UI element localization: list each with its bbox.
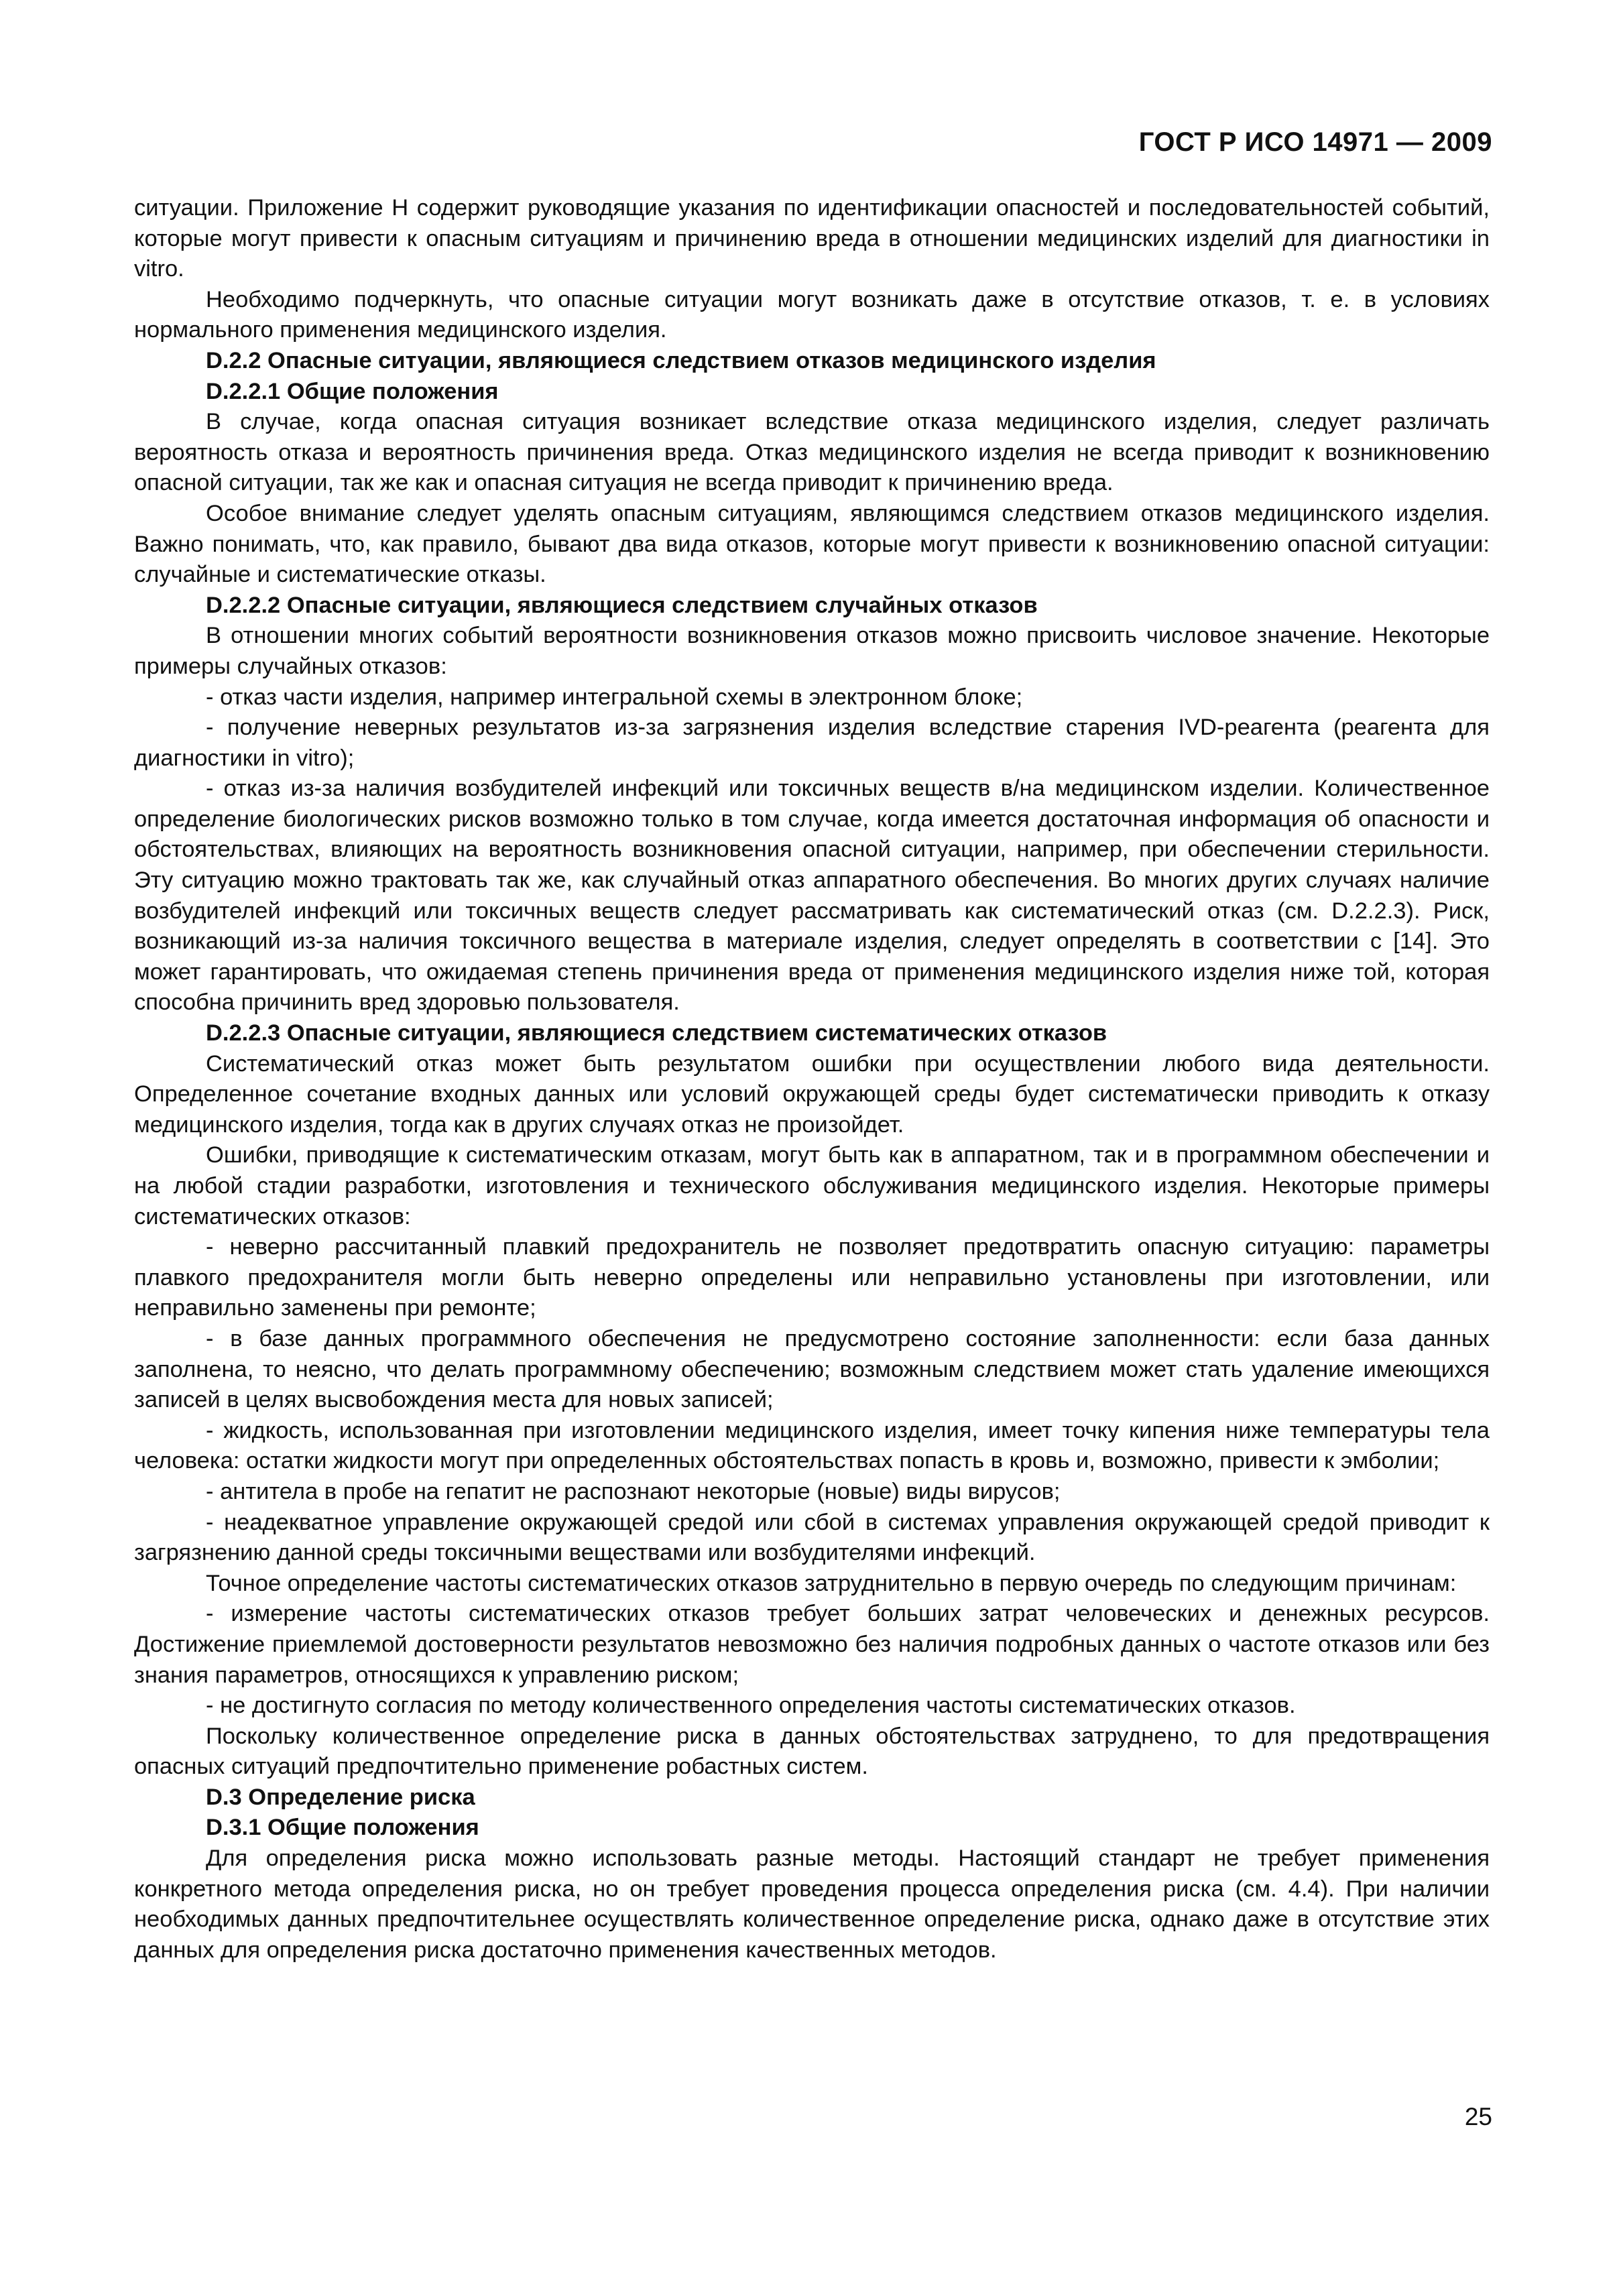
paragraph: - в базе данных программного обеспечения не предусмотрено состояние заполненности: если база данных заполнена, то неясно, что делать программному обеспечению; возможным следствием может стать удаление имеющихся записей в целях высвобождения места для новых записей; bbox=[134, 1325, 1490, 1413]
section-heading: D.2.2 Опасные ситуации, являющиеся следствием отказов медицинского изделия bbox=[206, 347, 1156, 373]
paragraph: - получение неверных результатов из-за загрязнения изделия вследствие старения IVD-реагента (реагента для диагностики in vitro); bbox=[134, 715, 1490, 771]
paragraph: - неадекватное управление окружающей средой или сбой в системах управления окружающей средой приводит к загрязнению данной среды токсичными веществами или возбудителями инфекций. bbox=[134, 1509, 1490, 1566]
paragraph: - измерение частоты систематических отказов требует больших затрат человеческих и денежных ресурсов. Достижение приемлемой достоверности результатов невозможно без наличия подробных данных о частоте отказов или без знания параметров, относящихся к управлению риском; bbox=[134, 1601, 1490, 1688]
paragraph: Систематический отказ может быть результатом ошибки при осуществлении любого вида деятельности. Определенное сочетание входных данных или условий окружающей среды будет систематически приводить к отказу медицинского изделия, тогда как в других случаях отказ не произойдет. bbox=[134, 1050, 1490, 1138]
paragraph: - не достигнуто согласия по методу количественного определения частоты систематических отказов. bbox=[206, 1693, 1296, 1719]
paragraph: В случае, когда опасная ситуация возникает вследствие отказа медицинского изделия, следует различать вероятность отказа и вероятность причинения вреда. Отказ медицинского изделия не всегда приводит к возникновению опасной ситуации, так же как и опасная ситуация не всегда приводит к причинению вреда. bbox=[134, 409, 1490, 496]
paragraph: - отказ части изделия, например интегральной схемы в электронном блоке; bbox=[206, 684, 1023, 710]
section-heading: D.3 Определение риска bbox=[206, 1784, 475, 1810]
paragraph: Для определения риска можно использовать разные методы. Настоящий стандарт не требует применения конкретного метода определения риска, но он требует проведения процесса определения риска (см. 4.4). При наличии необходимых данных предпочтительнее осуществлять количественное определение риска, однако даже в отсутствие этих данных для определения риска достаточно применения качественных методов. bbox=[134, 1846, 1490, 1963]
section-heading: D.2.2.3 Опасные ситуации, являющиеся следствием систематических отказов bbox=[206, 1020, 1107, 1046]
paragraph: - неверно рассчитанный плавкий предохранитель не позволяет предотвратить опасную ситуацию: параметры плавкого предохранителя могли быть неверно определены или неправильно установлены при изготовлении, или неправильно заменены при ремонте; bbox=[134, 1234, 1490, 1321]
paragraph: - отказ из-за наличия возбудителей инфекций или токсичных веществ в/на медицинском изделии. Количественное определение биологических рисков возможно только в том случае, когда имеется достаточная информация об опасности и обстоятельствах, влияющих на вероятность возникновения опасной ситуации, например, при обеспечении стерильности. Эту ситуацию можно трактовать так же, как случайный отказ аппаратного обеспечения. Во многих других случаях наличие возбудителей инфекций или токсичных веществ следует рассматривать как систематический отказ (см. D.2.2.3). Риск, возникающий из-за наличия токсичного вещества в материале изделия, следует определять в соответствии с [14]. Это может гарантировать, что ожидаемая степень причинения вреда от применения медицинского изделия ниже той, которая способна причинить вред здоровью пользователя. bbox=[134, 776, 1490, 1016]
paragraph: Необходимо подчеркнуть, что опасные ситуации могут возникать даже в отсутствие отказов, т. е. в условиях нормального применения медицинского изделия. bbox=[134, 286, 1490, 343]
paragraph: - жидкость, использованная при изготовлении медицинского изделия, имеет точку кипения ниже температуры тела человека: остатки жидкости могут при определенных обстоятельствах попасть в кровь и, возможно, привести к эмболии; bbox=[134, 1417, 1490, 1474]
document-body bbox=[134, 193, 1490, 1966]
section-heading: D.2.2.1 Общие положения bbox=[206, 378, 499, 404]
section-heading: D.3.1 Общие положения bbox=[206, 1815, 479, 1841]
document-header: ГОСТ Р ИСО 14971 — 2009 bbox=[1138, 127, 1492, 157]
paragraph: Особое внимание следует уделять опасным ситуациям, являющимся следствием отказов медицинского изделия. Важно понимать, что, как правило, бывают два вида отказов, которые могут привести к возникновению опасной ситуации: случайные и систематические отказы. bbox=[134, 500, 1490, 588]
section-heading: D.2.2.2 Опасные ситуации, являющиеся следствием случайных отказов bbox=[206, 592, 1038, 618]
paragraph: В отношении многих событий вероятности возникновения отказов можно присвоить числовое значение. Некоторые примеры случайных отказов: bbox=[134, 623, 1490, 679]
paragraph: Ошибки, приводящие к систематическим отказам, могут быть как в аппаратном, так и в программном обеспечении и на любой стадии разработки, изготовления и технического обслуживания медицинского изделия. Некоторые примеры систематических отказов: bbox=[134, 1142, 1490, 1229]
paragraph: ситуации. Приложение H содержит руководящие указания по идентификации опасностей и последовательностей событий, которые могут привести к опасным ситуациям и причинению вреда в отношении медицинских изделий для диагностики in vitro. bbox=[134, 195, 1490, 282]
paragraph: Поскольку количественное определение риска в данных обстоятельствах затруднено, то для предотвращения опасных ситуаций предпочтительно применение робастных систем. bbox=[134, 1723, 1490, 1780]
paragraph: - антитела в пробе на гепатит не распознают некоторые (новые) виды вирусов; bbox=[206, 1478, 1061, 1504]
page-number: 25 bbox=[1464, 2103, 1492, 2130]
paragraph: Точное определение частоты систематических отказов затруднительно в первую очередь по следующим причинам: bbox=[206, 1570, 1457, 1596]
